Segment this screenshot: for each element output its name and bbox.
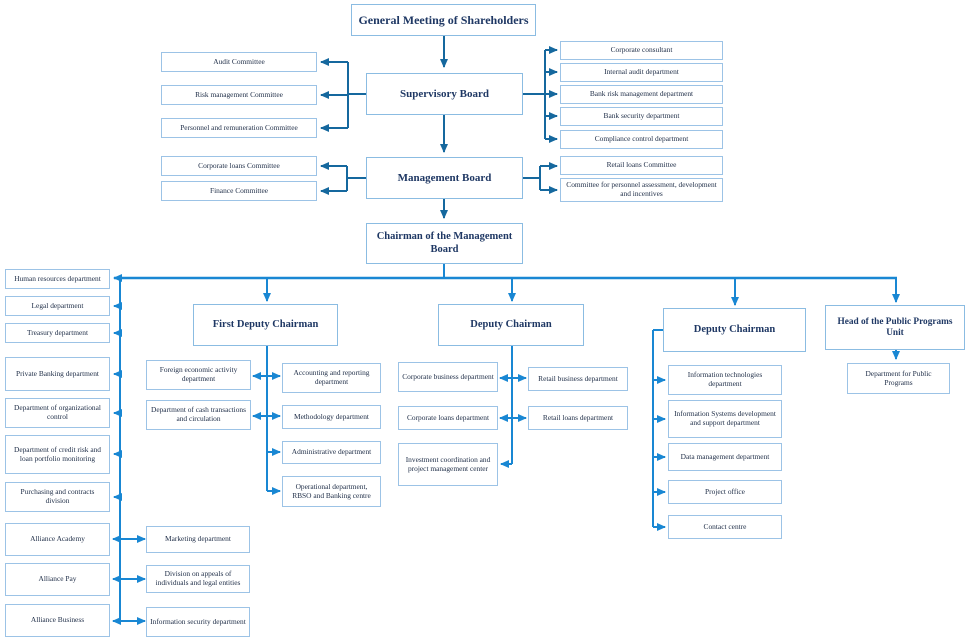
node-organizational-control-department: Department of organizational control (5, 398, 110, 428)
node-alliance-academy: Alliance Academy (5, 523, 110, 556)
node-retail-loans-department: Retail loans department (528, 406, 628, 430)
node-retail-business-department: Retail business department (528, 367, 628, 391)
node-private-banking-department: Private Banking department (5, 357, 110, 391)
node-cash-transactions-department: Department of cash transactions and circulation (146, 400, 251, 430)
node-management-board: Management Board (366, 157, 523, 199)
node-alliance-business: Alliance Business (5, 604, 110, 637)
node-investment-coordination-center: Investment coordination and project management center (398, 443, 498, 486)
node-corporate-business-department: Corporate business department (398, 362, 498, 392)
node-compliance-control-department: Compliance control department (560, 130, 723, 149)
node-department-public-programs: Department for Public Programs (847, 363, 950, 394)
node-bank-security-department: Bank security department (560, 107, 723, 126)
node-general-meeting: General Meeting of Shareholders (351, 4, 536, 36)
node-corporate-consultant: Corporate consultant (560, 41, 723, 60)
node-chairman-management-board: Chairman of the Management Board (366, 223, 523, 264)
node-audit-committee: Audit Committee (161, 52, 317, 72)
node-corporate-loans-department: Corporate loans department (398, 406, 498, 430)
node-purchasing-contracts-division: Purchasing and contracts division (5, 482, 110, 512)
node-deputy-chairman-operations: Deputy Chairman (663, 308, 806, 352)
node-corporate-loans-committee: Corporate loans Committee (161, 156, 317, 176)
node-operational-department-rbso: Operational department, RBSO and Banking centre (282, 476, 381, 507)
node-accounting-reporting-department: Accounting and reporting department (282, 363, 381, 393)
node-personnel-assessment-committee: Committee for personnel assessment, development and incentives (560, 178, 723, 202)
node-information-systems-development-department: Information Systems development and support department (668, 400, 782, 438)
node-finance-committee: Finance Committee (161, 181, 317, 201)
node-treasury-department: Treasury department (5, 323, 110, 343)
node-appeals-division: Division on appeals of individuals and legal entities (146, 565, 250, 593)
node-alliance-pay: Alliance Pay (5, 563, 110, 596)
node-methodology-department: Methodology department (282, 405, 381, 429)
node-risk-management-committee: Risk management Committee (161, 85, 317, 105)
node-foreign-economic-activity-department: Foreign economic activity department (146, 360, 251, 390)
node-head-public-programs-unit: Head of the Public Programs Unit (825, 305, 965, 350)
node-deputy-chairman-business: Deputy Chairman (438, 304, 584, 346)
node-legal-department: Legal department (5, 296, 110, 316)
node-retail-loans-committee: Retail loans Committee (560, 156, 723, 175)
node-supervisory-board: Supervisory Board (366, 73, 523, 115)
node-data-management-department: Data management department (668, 443, 782, 471)
node-contact-centre: Contact centre (668, 515, 782, 539)
node-administrative-department: Administrative department (282, 441, 381, 464)
node-internal-audit-department: Internal audit department (560, 63, 723, 82)
node-first-deputy-chairman: First Deputy Chairman (193, 304, 338, 346)
node-credit-risk-monitoring-department: Department of credit risk and loan portfolio monitoring (5, 435, 110, 474)
node-information-technologies-department: Information technologies department (668, 365, 782, 395)
node-human-resources-department: Human resources department (5, 269, 110, 289)
node-bank-risk-management-department: Bank risk management department (560, 85, 723, 104)
node-personnel-remuneration-committee: Personnel and remuneration Committee (161, 118, 317, 138)
node-information-security-department: Information security department (146, 607, 250, 637)
node-project-office: Project office (668, 480, 782, 504)
node-marketing-department: Marketing department (146, 526, 250, 553)
